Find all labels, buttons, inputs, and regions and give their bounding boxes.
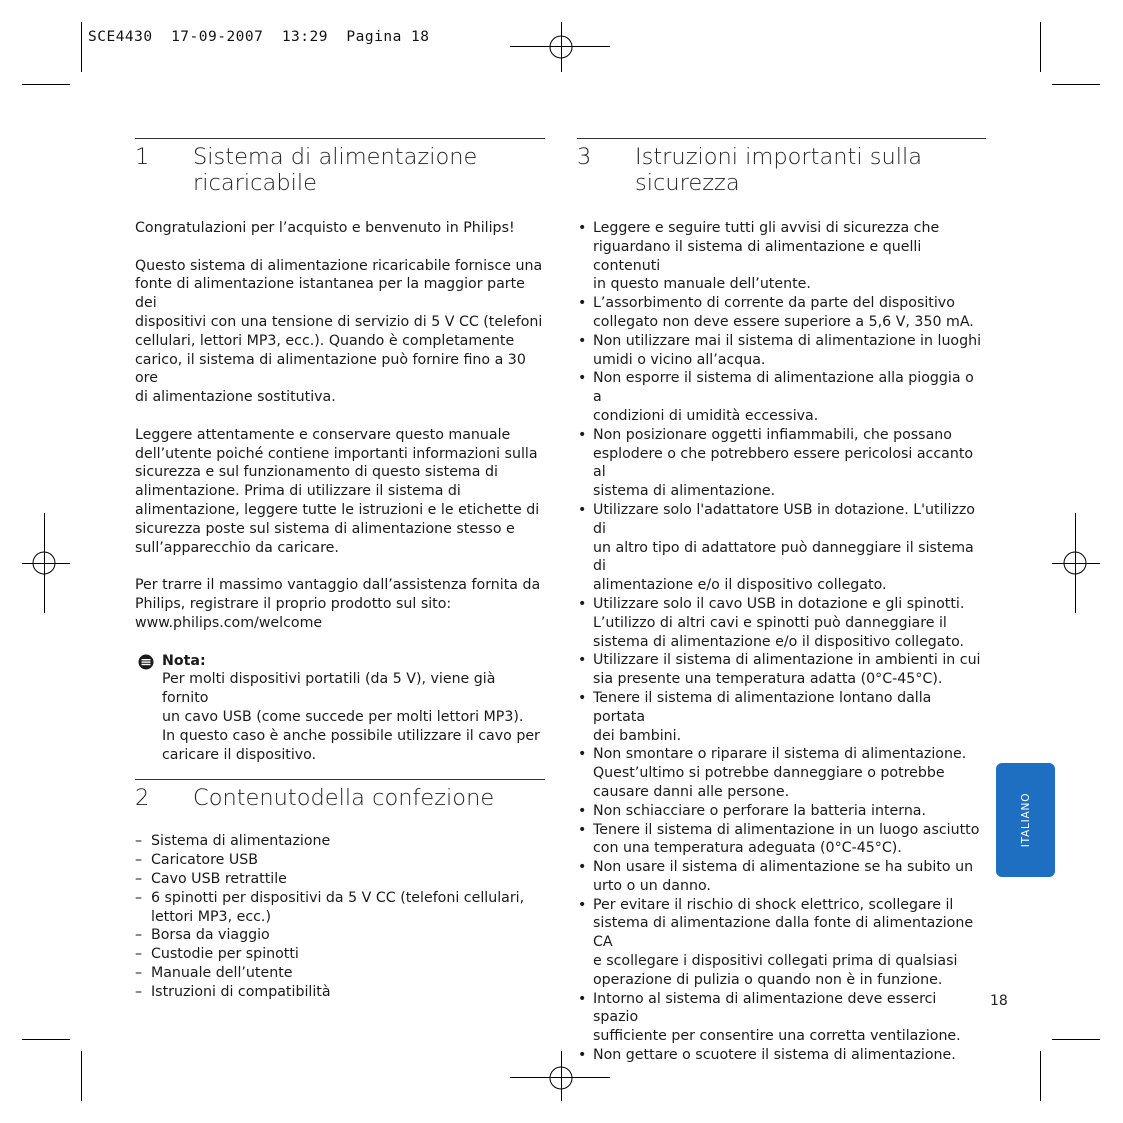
text-line: carico, il sistema di alimentazione può fornire fino a 30 ore [135, 351, 526, 387]
text-line: collegato non deve essere superiore a 5,6 V, 350 mA. [593, 313, 974, 330]
text-line: e scollegare i dispositivi collegati prima di qualsiasi [593, 953, 958, 970]
safety-list [577, 219, 986, 1065]
section-title: Sistema di alimentazione [193, 144, 478, 170]
text-line: • Tenere il sistema di alimentazione lontano dalla portata [593, 689, 932, 725]
list-item [135, 851, 545, 870]
registration-mark-icon [541, 1058, 581, 1098]
section-body [135, 219, 545, 633]
text-line: – Sistema di alimentazione [151, 833, 331, 850]
text-line: – Manuale dell’utente [151, 964, 293, 981]
crop-mark [1052, 1039, 1100, 1040]
list-item [577, 595, 986, 651]
text-line: – Istruzioni di compatibilità [151, 983, 331, 1000]
note-title: Nota: [162, 652, 206, 669]
text-line: • Non usare il sistema di alimentazione se ha subito un [593, 859, 974, 876]
note-icon [138, 654, 154, 670]
list-item [577, 802, 986, 821]
text-line: – Caricatore USB [151, 852, 258, 869]
text-line: sicurezza poste sul sistema di alimentazione stesso e [135, 520, 515, 537]
list-item [577, 426, 986, 501]
text-line: • Intorno al sistema di alimentazione deve esserci spazio [593, 990, 937, 1026]
contents-list [135, 832, 545, 1001]
section-rule [577, 138, 986, 139]
text-line: con una temperatura adeguata (0°C-45°C). [593, 840, 902, 857]
text-line: un altro tipo di adattatore può danneggiare il sistema di [593, 539, 974, 575]
section-heading [135, 785, 545, 811]
text-line: Per trarre il massimo vantaggio dall’assistenza fornita da [135, 577, 541, 594]
text-line: – Custodie per spinotti [151, 946, 299, 963]
list-item [135, 870, 545, 889]
list-item [577, 332, 986, 370]
list-item [577, 689, 986, 745]
text-line: di alimentazione sostitutiva. [135, 389, 336, 406]
text-line: • Non esporre il sistema di alimentazione alla pioggia o a [593, 370, 974, 406]
page-number: 18 [990, 993, 1008, 1009]
list-item [577, 821, 986, 859]
list-item [577, 990, 986, 1046]
section-number: 3 [577, 144, 592, 170]
list-item [135, 832, 545, 851]
paragraph [135, 219, 545, 238]
list-item [577, 745, 986, 801]
crop-mark [81, 22, 82, 72]
list-item [577, 369, 986, 425]
text-line: umidi o vicino all’acqua. [593, 351, 766, 368]
language-tab [996, 763, 1055, 877]
text-line: sufficiente per consentire una corretta ventilazione. [593, 1028, 961, 1045]
section-number: 1 [135, 144, 150, 170]
print-header: SCE4430 17-09-2007 13:29 Pagina 18 [88, 29, 430, 45]
registration-mark-icon [1055, 543, 1095, 583]
left-column [135, 138, 545, 1001]
text-line: Quest’ultimo si potrebbe danneggiare o potrebbe [593, 765, 945, 782]
text-line: operazione di pulizia o quando non è in funzione. [593, 971, 943, 988]
text-line: – Borsa da viaggio [151, 927, 270, 944]
text-line: condizioni di umidità eccessiva. [593, 407, 819, 424]
text-line: sia presente una temperatura adatta (0°C-45°C). [593, 671, 943, 688]
text-line: • Tenere il sistema di alimentazione in un luogo asciutto [593, 821, 980, 838]
text-line: www.philips.com/welcome [135, 614, 323, 631]
text-line: causare danni alle persone. [593, 783, 790, 800]
section-rule [135, 779, 545, 780]
text-line: sull’apparecchio da caricare. [135, 539, 339, 556]
section-number: 2 [135, 785, 150, 812]
list-item [135, 964, 545, 983]
text-line: – 6 spinotti per dispositivi da 5 V CC (telefoni cellulari, [151, 889, 525, 906]
note-line: Per molti dispositivi portatili (da 5 V), viene già fornito [162, 671, 496, 707]
text-line: urto o un danno. [593, 877, 711, 894]
list-item [577, 294, 986, 332]
list-item [577, 219, 986, 294]
list-item [577, 651, 986, 689]
text-line: • Non smontare o riparare il sistema di alimentazione. [593, 746, 967, 763]
text-line: dell’utente poiché contiene importanti informazioni sulla [135, 445, 538, 462]
list-item [577, 1046, 986, 1065]
text-line: Congratulazioni per l’acquisto e benvenuto in Philips! [135, 220, 515, 236]
list-item [577, 501, 986, 595]
crop-mark [1052, 84, 1100, 85]
list-item [577, 858, 986, 896]
registration-mark-icon [24, 543, 64, 583]
crop-mark [1040, 1051, 1041, 1101]
note-line: In questo caso è anche possibile utilizzare il cavo per [162, 727, 540, 744]
text-line: L’utilizzo di altri cavi e spinotti può danneggiare il [593, 614, 947, 631]
text-line: • Non schiacciare o perforare la batteria interna. [593, 802, 927, 819]
section-title: sicurezza [635, 170, 740, 196]
text-line: Philips, registrare il proprio prodotto sul sito: [135, 595, 452, 612]
note-line: un cavo USB (come succede per molti lettori MP3). [162, 708, 524, 725]
text-line: fonte di alimentazione istantanea per la maggior parte dei [135, 276, 525, 312]
text-line: alimentazione. Prima di utilizzare il sistema di [135, 483, 461, 500]
text-line: • Per evitare il rischio di shock elettrico, scollegare il [593, 896, 954, 913]
right-column [577, 138, 986, 1065]
text-line: • Non utilizzare mai il sistema di alimentazione in luoghi [593, 332, 982, 349]
text-line: • Utilizzare solo l'adattatore USB in dotazione. L'utilizzo di [593, 501, 975, 537]
crop-mark [1040, 22, 1041, 72]
text-line: sistema di alimentazione dalla fonte di alimentazione CA [593, 915, 974, 951]
text-line: riguardano il sistema di alimentazione e quelli contenuti [593, 238, 922, 274]
crop-mark [22, 84, 70, 85]
text-line: sistema di alimentazione. [593, 483, 776, 500]
list-item [577, 896, 986, 990]
crop-mark [81, 1051, 82, 1101]
text-line: Questo sistema di alimentazione ricaricabile fornisce una [135, 257, 543, 274]
text-line: alimentazione, leggere tutte le istruzioni e le etichette di [135, 501, 540, 518]
section-rule [135, 138, 545, 139]
text-line: Leggere attentamente e conservare questo manuale [135, 426, 511, 443]
section-title: ricaricabile [193, 170, 317, 196]
language-label: ITALIANO [1019, 792, 1032, 848]
list-item [135, 945, 545, 964]
note-box [135, 652, 545, 765]
paragraph [135, 576, 545, 632]
section-title: Istruzioni importanti sulla [635, 144, 923, 170]
text-line: • L’assorbimento di corrente da parte del dispositivo [593, 295, 955, 312]
text-line: • Non posizionare oggetti infiammabili, che possano [593, 426, 952, 443]
list-item [135, 889, 545, 927]
text-line: cellulari, lettori MP3, ecc.). Quando è completamente [135, 332, 515, 349]
section-title: Contenutodella confezione [193, 785, 495, 812]
text-line: • Utilizzare solo il cavo USB in dotazione e gli spinotti. [593, 595, 965, 612]
registration-mark-icon [541, 27, 581, 67]
list-item [135, 926, 545, 945]
text-line: – Cavo USB retrattile [151, 870, 287, 887]
text-line: alimentazione e/o il dispositivo collegato. [593, 577, 887, 594]
paragraph [135, 257, 545, 407]
text-line: dei bambini. [593, 727, 682, 744]
text-line: dispositivi con una tensione di servizio di 5 V CC (telefoni [135, 313, 543, 330]
crop-mark [22, 1039, 70, 1040]
text-line: lettori MP3, ecc.) [151, 908, 271, 925]
text-line: esplodere o che potrebbero essere pericolosi accanto al [593, 445, 974, 481]
text-line: sicurezza e sul funzionamento di questo sistema di [135, 464, 498, 481]
text-line: sistema di alimentazione e/o il dispositivo collegato. [593, 633, 965, 650]
text-line: • Utilizzare il sistema di alimentazione in ambienti in cui [593, 652, 981, 669]
section-heading [135, 144, 545, 196]
list-item [135, 983, 545, 1002]
text-line: • Non gettare o scuotere il sistema di alimentazione. [593, 1047, 956, 1064]
section-heading [577, 144, 986, 196]
text-line: • Leggere e seguire tutti gli avvisi di sicurezza che [593, 220, 940, 236]
paragraph [135, 426, 545, 558]
text-line: in questo manuale dell’utente. [593, 276, 811, 293]
note-line: caricare il dispositivo. [162, 746, 317, 763]
